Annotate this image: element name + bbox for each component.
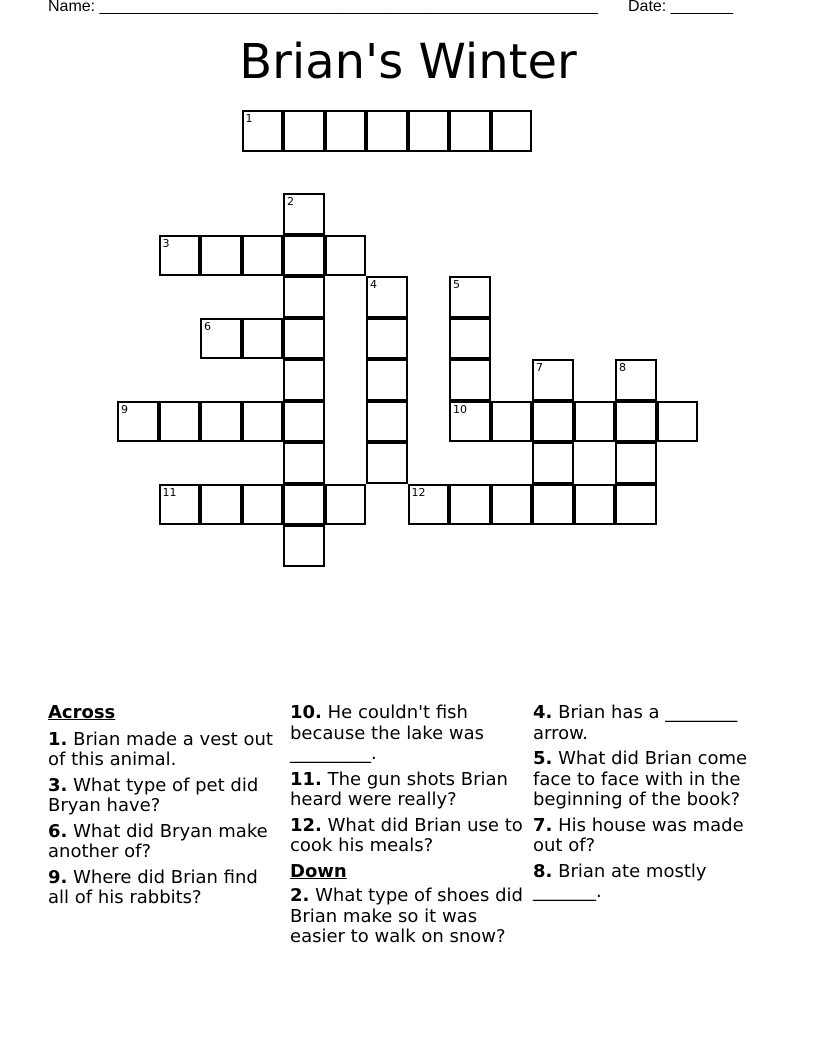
clue-column-2 xyxy=(290,703,525,953)
clue-number: 11 xyxy=(162,485,177,499)
name-field-label: Name: ________________________________________________________ xyxy=(48,0,598,15)
crossword-cell[interactable] xyxy=(242,110,284,152)
crossword-cell[interactable] xyxy=(449,276,491,318)
crossword-cell[interactable] xyxy=(408,484,450,526)
crossword-cell[interactable] xyxy=(200,235,242,277)
crossword-cell[interactable] xyxy=(366,110,408,152)
crossword-cell[interactable] xyxy=(117,401,159,443)
crossword-cell[interactable] xyxy=(615,359,657,401)
down-heading: Down xyxy=(290,860,347,882)
crossword-cell[interactable] xyxy=(283,110,325,152)
clue-across-9: 9. Where did Brian find all of his rabbits? xyxy=(48,866,258,908)
crossword-cell[interactable] xyxy=(242,318,284,360)
clue-down-7: 7. His house was made out of? xyxy=(533,814,744,856)
clue-number: 5 xyxy=(453,278,460,291)
crossword-cell[interactable] xyxy=(615,442,657,484)
crossword-cell[interactable] xyxy=(532,442,574,484)
crossword-cell[interactable] xyxy=(283,318,325,360)
crossword-cell[interactable] xyxy=(491,110,533,152)
crossword-cell[interactable] xyxy=(283,525,325,567)
crossword-cell[interactable] xyxy=(449,484,491,526)
crossword-cell[interactable] xyxy=(159,484,201,526)
clue-across-3: 3. What type of pet did Bryan have? xyxy=(48,774,259,816)
crossword-cell[interactable] xyxy=(200,484,242,526)
crossword-cell[interactable] xyxy=(283,235,325,277)
crossword-cell[interactable] xyxy=(159,401,201,443)
crossword-cell[interactable] xyxy=(532,359,574,401)
crossword-cell[interactable] xyxy=(366,401,408,443)
crossword-cell[interactable] xyxy=(657,401,699,443)
crossword-cell[interactable] xyxy=(615,401,657,443)
clue-number: 8 xyxy=(619,361,626,374)
clue-across-12: 12. What did Brian use to cook his meals? xyxy=(290,814,523,856)
clue-number: 2 xyxy=(287,195,294,208)
clue-column-3 xyxy=(533,703,768,908)
clue-number: 4 xyxy=(370,278,377,291)
clue-number: 1 xyxy=(245,112,253,125)
crossword-cell[interactable] xyxy=(283,359,325,401)
clue-down-2: 2. What type of shoes did Brian make so it was easier to walk on snow? xyxy=(290,885,523,947)
crossword-cell[interactable] xyxy=(449,318,491,360)
crossword-cell[interactable] xyxy=(283,193,325,235)
across-heading: Across xyxy=(48,702,116,723)
crossword-cell[interactable] xyxy=(449,359,491,401)
crossword-cell[interactable] xyxy=(283,442,325,484)
crossword-cell[interactable] xyxy=(574,401,616,443)
clue-number: 9 xyxy=(121,402,128,416)
crossword-cell[interactable] xyxy=(283,484,325,526)
crossword-cell[interactable] xyxy=(200,401,242,443)
crossword-cell[interactable] xyxy=(366,318,408,360)
crossword-cell[interactable] xyxy=(449,110,491,152)
clue-across-6: 6. What did Bryan make another of? xyxy=(48,820,268,862)
crossword-cell[interactable] xyxy=(366,276,408,318)
crossword-cell[interactable] xyxy=(283,276,325,318)
crossword-cell[interactable] xyxy=(366,359,408,401)
clue-across-1: 1. Brian made a vest out of this animal. xyxy=(48,728,273,770)
crossword-cell[interactable] xyxy=(242,235,284,277)
clue-number: 3 xyxy=(162,236,170,250)
clue-number: 6 xyxy=(204,319,211,333)
crossword-cell[interactable] xyxy=(491,401,533,443)
clue-column-1 xyxy=(48,703,283,914)
crossword-cell[interactable] xyxy=(491,484,533,526)
crossword-cell[interactable] xyxy=(366,442,408,484)
crossword-cell[interactable] xyxy=(325,110,367,152)
clue-down-4: 4. Brian has a ________ arrow. xyxy=(533,702,738,744)
crossword-cell[interactable] xyxy=(242,401,284,443)
crossword-cell[interactable] xyxy=(325,235,367,277)
crossword-cell[interactable] xyxy=(325,484,367,526)
crossword-cell[interactable] xyxy=(242,484,284,526)
crossword-cell[interactable] xyxy=(159,235,201,277)
date-field-label: Date: _______ xyxy=(628,0,733,15)
crossword-cell[interactable] xyxy=(532,484,574,526)
crossword-cell[interactable] xyxy=(283,401,325,443)
page-title: Brian's Winter xyxy=(239,34,577,90)
clue-number: 7 xyxy=(536,361,543,374)
crossword-cell[interactable] xyxy=(532,401,574,443)
crossword-cell[interactable] xyxy=(574,484,616,526)
clue-number: 10 xyxy=(453,402,467,416)
clue-down-5: 5. What did Brian come face to face with in the beginning of the book? xyxy=(533,748,748,810)
clue-down-8: 8. Brian ate mostly _______. xyxy=(533,860,707,902)
crossword-cell[interactable] xyxy=(200,318,242,360)
clue-across-10: 10. He couldn't fish because the lake was _________. xyxy=(290,702,485,764)
clue-number: 12 xyxy=(411,485,426,499)
crossword-cell[interactable] xyxy=(408,110,450,152)
crossword-cell[interactable] xyxy=(449,401,491,443)
clue-across-11: 11. The gun shots Brian heard were really? xyxy=(290,768,508,810)
crossword-cell[interactable] xyxy=(615,484,657,526)
